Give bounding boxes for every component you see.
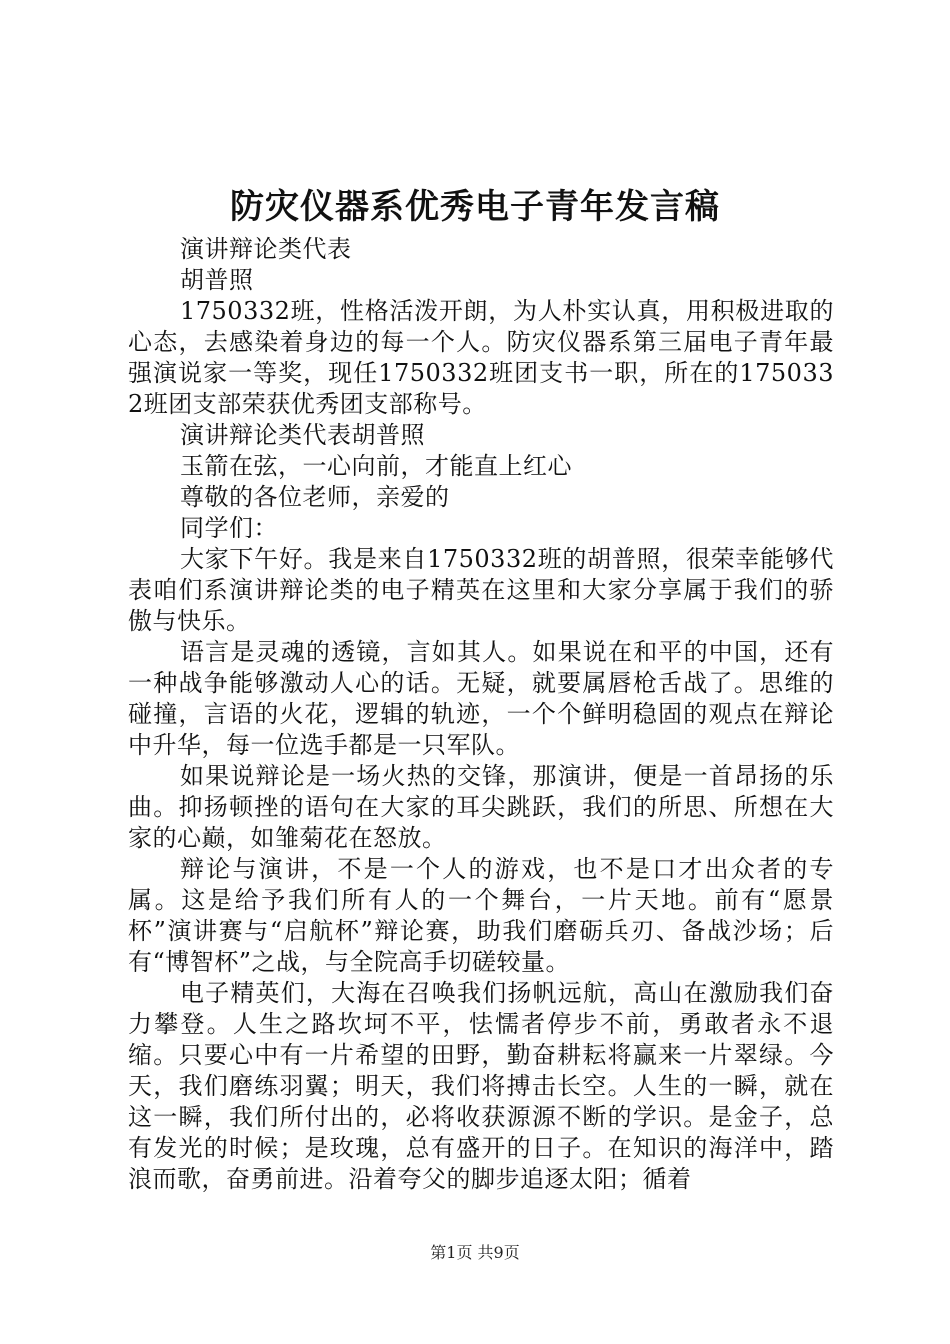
paragraph: 大家下午好。我是来自1750332班的胡普照，很荣幸能够代表咱们系演讲辩论类的电子精英在这里和大家分享属于我们的骄傲与快乐。: [128, 545, 834, 635]
paragraph: 电子精英们，大海在召唤我们扬帆远航，高山在激励我们奋力攀登。人生之路坎坷不平，怯懦者停步不前，勇敢者永不退缩。只要心中有一片希望的田野，勤奋耕耘将赢来一片翠绿。今天，我们磨练羽翼；明天，我们将搏击长空。人生的一瞬，就在这一瞬，我们所付出的，必将收获源源不断的学识。是金子，总有发光的时候；是玫瑰，总有盛开的日子。在知识的海洋中，踏浪而歌，奋勇前进。沿着夸父的脚步追逐太阳；循着: [128, 979, 834, 1193]
paragraph: 如果说辩论是一场火热的交锋，那演讲，便是一首昂扬的乐曲。抑扬顿挫的语句在大家的耳尖跳跃，我们的所思、所想在大家的心巅，如雏菊花在怒放。: [128, 762, 834, 852]
paragraph: 尊敬的各位老师，亲爱的: [180, 483, 450, 511]
paragraph: 1750332班，性格活泼开朗，为人朴实认真，用积极进取的心态，去感染着身边的每一个人。防灾仪器系第三届电子青年最强演说家一等奖，现任1750332班团支书一职，所在的1750332班团支部荣获优秀团支部称号。: [128, 297, 834, 418]
paragraph: 演讲辩论类代表胡普照: [180, 421, 425, 449]
page-footer: 第1页 共9页: [430, 1243, 520, 1262]
paragraph: 演讲辩论类代表: [180, 235, 352, 263]
paragraph: 玉箭在弦，一心向前，才能直上红心: [180, 452, 572, 480]
paragraph: 语言是灵魂的透镜，言如其人。如果说在和平的中国，还有一种战争能够激动人心的话。无疑，就要属唇枪舌战了。思维的碰撞，言语的火花，逻辑的轨迹，一个个鲜明稳固的观点在辩论中升华，每一位选手都是一只军队。: [128, 638, 834, 759]
document-title: 防灾仪器系优秀电子青年发言稿: [230, 187, 720, 227]
paragraph: 胡普照: [180, 266, 254, 294]
paragraph: 辩论与演讲，不是一个人的游戏，也不是口才出众者的专属。这是给予我们所有人的一个舞台，一片天地。前有“愿景杯”演讲赛与“启航杯”辩论赛，助我们磨砺兵刃、备战沙场；后有“博智杯”之战，与全院高手切磋较量。: [128, 855, 834, 976]
document-body: [128, 234, 834, 1195]
paragraph: 同学们：: [180, 514, 278, 542]
